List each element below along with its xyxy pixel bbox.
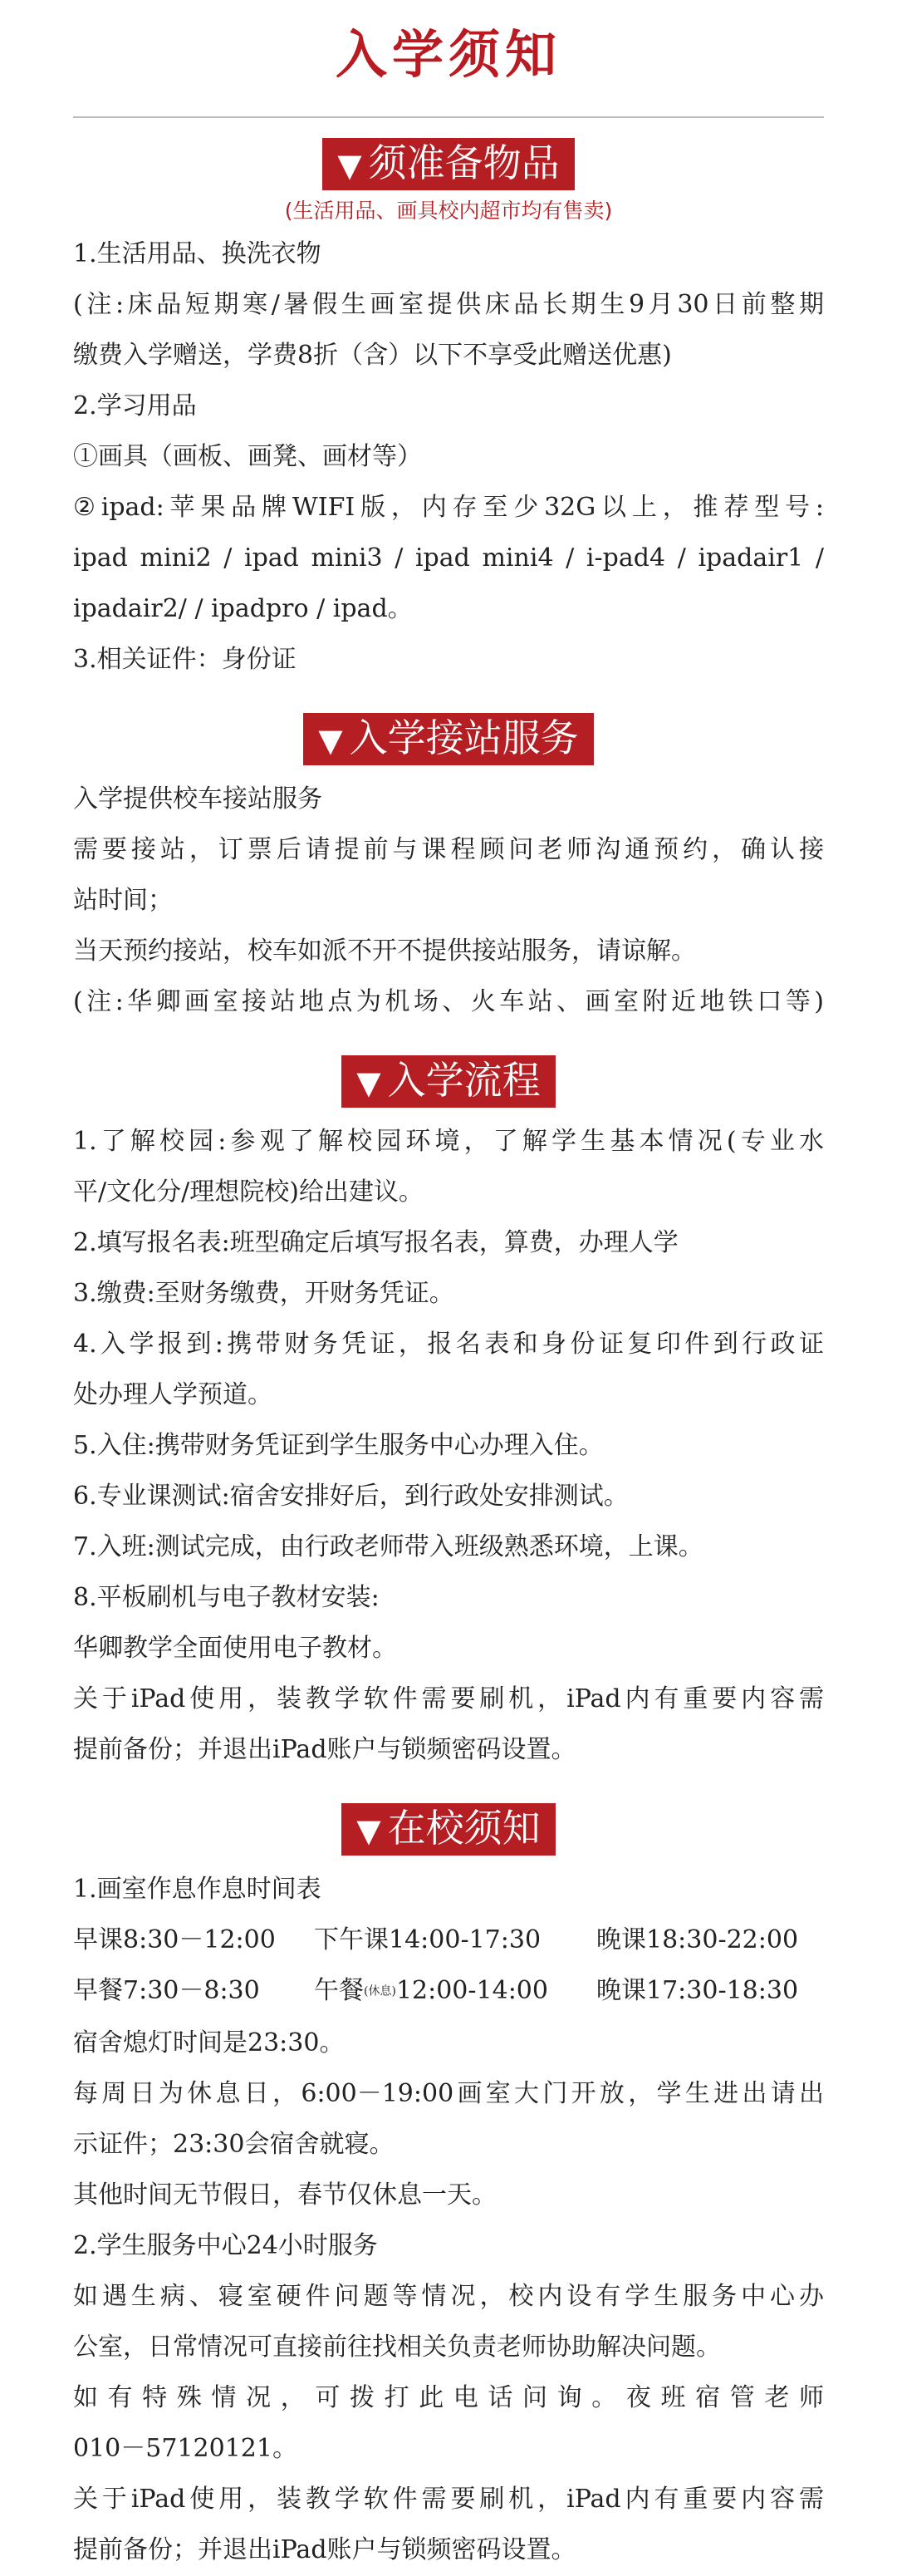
text-line: 站时间； [73,886,173,915]
section-pickup-header [73,713,824,765]
text-line: 8.平板刷机与电子教材安装: [73,1583,380,1612]
schedule-heading: 1.画室作息作息时间表 [73,1875,321,1904]
text-line: 4.入学报到:携带财务凭证，报名表和身份证复印件到行政证 [73,1330,824,1359]
section-banner-label: 在校须知 [387,1806,541,1851]
text-line: 需要接站，订票后请提前与课程顾问老师沟通预约，确认接 [73,835,824,864]
lunch-time: 12:00-14:00 [395,1976,548,2005]
text-line: 1.了解校园:参观了解校园环境，了解学生基本情况(专业水 [73,1127,824,1156]
section-pickup [0,713,897,1027]
text-line: 每周日为休息日，6:00－19:00画室大门开放，学生进出请出 [73,2078,824,2108]
lunch-label: 午餐 [314,1976,364,2005]
text-line: 2.填写报名表:班型确定后填写报名表，算费，办理人学 [73,1228,679,1257]
text-line: 010－57120121。 [73,2433,297,2463]
schedule-cell: 下午课14:00-17:30 [314,1925,542,1954]
triangle-down-icon: ▼ [356,1812,381,1849]
section-banner [341,1803,555,1856]
text-line: ipadair2/ / ipadpro / ipad。 [73,594,413,623]
text-line: 7.入班:测试完成，由行政老师带入班级熟悉环境，上课。 [73,1532,703,1561]
supplies-note: (生活用品、画具校内超市均有售卖) [284,199,613,223]
section-process [0,1055,897,1775]
text-line: ①画具（画板、画凳、画材等） [73,442,422,471]
section-banner [303,713,593,765]
text-line: 处办理人学预道。 [73,1380,272,1409]
text-line: 华卿教学全面使用电子教材。 [73,1634,397,1663]
title-divider [73,116,824,118]
text-line: 提前备份；并退出iPad账户与锁频密码设置。 [73,2534,576,2564]
schedule-cell: 早餐7:30－8:30 [73,1976,260,2005]
text-line: (注:床品短期寒/暑假生画室提供床品长期生9月30日前整期 [73,290,824,319]
triangle-down-icon: ▼ [337,147,362,184]
text-line: 6.专业课测试:宿舍安排好后，到行政处安排测试。 [73,1482,629,1511]
text-line: 关于iPad使用，装教学软件需要刷机，iPad内有重要内容需 [73,2484,824,2514]
section-banner [322,138,574,190]
section-banner [341,1055,555,1108]
text-line: (注:华卿画室接站地点为机场、火车站、画室附近地铁口等) [73,987,824,1016]
schedule-cell: 早课8:30－12:00 [73,1925,276,1954]
section-banner-label: 入学流程 [387,1058,541,1103]
schedule-cell [314,1965,596,2018]
text-line: 公室，日常情况可直接前往找相关负责老师协助解决问题。 [73,2332,721,2362]
text-line: 2.学生服务中心24小时服务 [73,2230,378,2260]
section-on-campus-header [73,1803,824,1856]
section-banner-label: 入学接站服务 [349,715,579,760]
text-line: ②ipad:苹果品牌WIFI版，内存至少32G以上，推荐型号: [73,493,824,522]
section-supplies-header [73,138,824,190]
triangle-down-icon: ▼ [318,722,343,759]
text-line: 其他时间无节假日，春节仅休息一天。 [73,2180,497,2210]
text-line: 5.入住:携带财务凭证到学生服务中心办理入住。 [73,1431,604,1460]
section-supplies [0,138,897,685]
text-line: 平/文化分/理想院校)给出建议。 [73,1177,424,1207]
text-line: 如遇生病、寝室硬件问题等情况，校内设有学生服务中心办 [73,2281,824,2311]
text-line: 1.生活用品、换洗衣物 [73,239,321,268]
text-line: 2.学习用品 [73,391,197,420]
text-line: 当天预约接站，校车如派不开不提供接站服务，请谅解。 [73,937,696,966]
rest-note: (休息) [364,1984,396,1998]
text-line: ipad mini2 / ipad mini3 / ipad mini4 / i-pad4 / ipadair1 / [73,543,824,573]
text-line: 入学提供校车接站服务 [73,784,322,814]
text-line: 如有特殊情况，可拨打此电话问询。夜班宿管老师 [73,2382,824,2412]
text-line: 3.缴费:至财务缴费，开财务凭证。 [73,1279,454,1308]
section-banner-label: 须准备物品 [368,140,560,185]
triangle-down-icon: ▼ [356,1064,381,1101]
schedule-row [73,1965,824,2018]
text-line: 缴费入学赠送，学费8折（含）以下不享受此赠送优惠) [73,341,672,370]
section-process-header [73,1055,824,1108]
text-line: 提前备份；并退出iPad账户与锁频密码设置。 [73,1735,576,1764]
schedule-row [73,1915,824,1965]
text-line: 3.相关证件：身份证 [73,645,297,674]
text-line: 宿舍熄灯时间是23:30。 [73,2028,345,2057]
schedule-cell: 晚课18:30-22:00 [596,1925,799,1954]
text-line: 示证件；23:30会宿舍就寝。 [73,2129,395,2159]
section-on-campus [0,1803,897,2575]
text-line: 关于iPad使用，装教学软件需要刷机，iPad内有重要内容需 [73,1684,824,1713]
page-title: 入学须知 [335,24,561,85]
schedule-cell: 晚课17:30-18:30 [596,1976,799,2005]
